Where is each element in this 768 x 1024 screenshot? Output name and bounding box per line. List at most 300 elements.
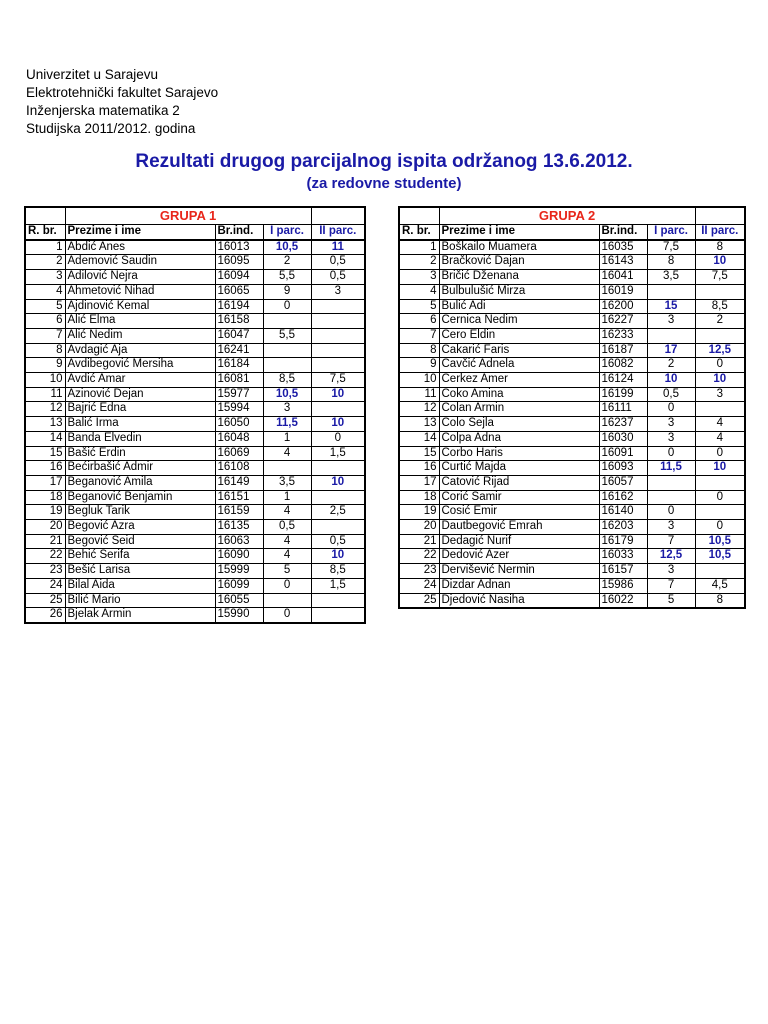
index-number: 16030: [599, 431, 647, 446]
score-p1: 10,5: [263, 387, 311, 402]
score-p1: 11,5: [263, 417, 311, 432]
score-p2: [695, 328, 745, 343]
table-row: [399, 431, 745, 446]
row-number: 11: [25, 387, 65, 402]
score-p1: 2: [647, 358, 695, 373]
index-number: 16187: [599, 343, 647, 358]
table-row: [399, 520, 745, 535]
index-number: 16093: [599, 461, 647, 476]
row-number: 18: [399, 490, 439, 505]
row-number: 25: [399, 593, 439, 608]
index-number: 16108: [215, 461, 263, 476]
col-header-name: Prezime i ime: [439, 225, 599, 240]
header-university: Univerzitet u Sarajevu: [26, 67, 159, 82]
score-p2: 1,5: [311, 446, 365, 461]
index-number: 16184: [215, 358, 263, 373]
col-header-p2: II parc.: [695, 225, 745, 240]
student-name: Cero Eldin: [439, 328, 599, 343]
student-name: Colo Sejla: [439, 417, 599, 432]
table-row: [25, 534, 365, 549]
score-p1: 3: [647, 520, 695, 535]
index-number: 16124: [599, 373, 647, 388]
group-title: GRUPA 2: [439, 207, 695, 225]
score-p1: 7: [647, 578, 695, 593]
group-1-table: [24, 206, 366, 624]
score-p1: 5: [263, 564, 311, 579]
index-number: 16135: [215, 520, 263, 535]
student-name: Cakarić Faris: [439, 343, 599, 358]
score-p2: 10: [311, 549, 365, 564]
student-name: Adilović Nejra: [65, 270, 215, 285]
score-p2: 8: [695, 240, 745, 255]
score-p2: 10: [311, 475, 365, 490]
score-p2: 10: [695, 461, 745, 476]
index-number: 15986: [599, 578, 647, 593]
index-number: 15990: [215, 608, 263, 623]
score-p1: 7: [647, 534, 695, 549]
group-title: GRUPA 1: [65, 207, 311, 225]
table-row: [25, 564, 365, 579]
table-row: [399, 299, 745, 314]
index-number: 16179: [599, 534, 647, 549]
row-number: 3: [25, 270, 65, 285]
score-p1: 8,5: [263, 373, 311, 388]
score-p1: [647, 475, 695, 490]
score-p1: 3: [647, 314, 695, 329]
score-p2: [311, 314, 365, 329]
table-row: [399, 358, 745, 373]
score-p1: 9: [263, 284, 311, 299]
score-p2: 0: [311, 431, 365, 446]
row-number: 8: [25, 343, 65, 358]
row-number: 7: [399, 328, 439, 343]
row-number: 15: [25, 446, 65, 461]
student-name: Ahmetović Nihad: [65, 284, 215, 299]
row-number: 4: [25, 284, 65, 299]
row-number: 16: [399, 461, 439, 476]
table-row: [399, 240, 745, 255]
score-p1: [647, 284, 695, 299]
score-p1: [263, 461, 311, 476]
table-row: [399, 490, 745, 505]
score-p1: [647, 328, 695, 343]
row-number: 3: [399, 270, 439, 285]
score-p2: 3: [311, 284, 365, 299]
score-p2: [695, 284, 745, 299]
table-row: [399, 446, 745, 461]
faculty-header: [26, 66, 218, 138]
student-name: Bilal Aida: [65, 578, 215, 593]
col-header-rbr: R. br.: [25, 225, 65, 240]
row-number: 20: [399, 520, 439, 535]
index-number: 16013: [215, 240, 263, 255]
index-number: 16199: [599, 387, 647, 402]
score-p1: 0: [263, 578, 311, 593]
row-number: 2: [399, 255, 439, 270]
row-number: 13: [399, 417, 439, 432]
score-p2: [311, 593, 365, 608]
table-row: [25, 505, 365, 520]
col-header-name: Prezime i ime: [65, 225, 215, 240]
student-name: Dedagić Nurif: [439, 534, 599, 549]
row-number: 17: [25, 475, 65, 490]
student-name: Avdagić Aja: [65, 343, 215, 358]
score-p2: 10: [695, 255, 745, 270]
score-p1: 7,5: [647, 240, 695, 255]
student-name: Alić Elma: [65, 314, 215, 329]
row-number: 10: [25, 373, 65, 388]
index-number: 16035: [599, 240, 647, 255]
score-p2: [695, 564, 745, 579]
score-p2: [695, 402, 745, 417]
student-name: Cosić Emir: [439, 505, 599, 520]
score-p1: 12,5: [647, 549, 695, 564]
score-p2: 0: [695, 490, 745, 505]
row-number: 14: [25, 431, 65, 446]
score-p1: 0: [647, 446, 695, 461]
col-header-rbr: R. br.: [399, 225, 439, 240]
table-row: [399, 475, 745, 490]
score-p1: 0: [647, 402, 695, 417]
score-p1: 10,5: [263, 240, 311, 255]
row-number: 20: [25, 520, 65, 535]
score-p1: 15: [647, 299, 695, 314]
student-name: Corić Samir: [439, 490, 599, 505]
index-number: 16055: [215, 593, 263, 608]
group-2-table: [398, 206, 746, 609]
row-number: 26: [25, 608, 65, 623]
index-number: 16203: [599, 520, 647, 535]
index-number: 16094: [215, 270, 263, 285]
index-number: 16162: [599, 490, 647, 505]
row-number: 9: [25, 358, 65, 373]
score-p2: 4: [695, 431, 745, 446]
table-row: [25, 343, 365, 358]
index-number: 16047: [215, 328, 263, 343]
score-p1: [263, 358, 311, 373]
index-number: 16233: [599, 328, 647, 343]
table-row: [25, 328, 365, 343]
student-name: Begović Seid: [65, 534, 215, 549]
table-row: [25, 240, 365, 255]
student-name: Beganović Benjamin: [65, 490, 215, 505]
table-row: [25, 431, 365, 446]
row-number: 19: [25, 505, 65, 520]
table-row: [25, 549, 365, 564]
page-subtitle: (za redovne studente): [306, 175, 462, 192]
score-p2: 7,5: [695, 270, 745, 285]
index-number: 15977: [215, 387, 263, 402]
score-p2: [311, 328, 365, 343]
row-number: 4: [399, 284, 439, 299]
table-row: [399, 417, 745, 432]
score-p1: 10: [647, 373, 695, 388]
student-name: Avdić Amar: [65, 373, 215, 388]
table-row: [399, 461, 745, 476]
table-row: [399, 564, 745, 579]
student-name: Dizdar Adnan: [439, 578, 599, 593]
student-name: Bulić Adi: [439, 299, 599, 314]
score-p1: 0: [263, 608, 311, 623]
score-p2: [695, 475, 745, 490]
student-name: Bričić Dženana: [439, 270, 599, 285]
table-row: [25, 578, 365, 593]
row-number: 22: [399, 549, 439, 564]
score-p1: 4: [263, 505, 311, 520]
index-number: 16140: [599, 505, 647, 520]
row-number: 6: [25, 314, 65, 329]
score-p1: 5,5: [263, 270, 311, 285]
row-number: 12: [25, 402, 65, 417]
index-number: 16065: [215, 284, 263, 299]
score-p1: [263, 593, 311, 608]
row-number: 5: [399, 299, 439, 314]
score-p1: 11,5: [647, 461, 695, 476]
row-number: 21: [25, 534, 65, 549]
score-p1: [647, 490, 695, 505]
student-name: Coko Amina: [439, 387, 599, 402]
score-p2: 0,5: [311, 534, 365, 549]
student-name: Begović Azra: [65, 520, 215, 535]
table-row: [25, 490, 365, 505]
table-row: [25, 373, 365, 388]
score-p1: 3: [647, 564, 695, 579]
score-p2: [695, 505, 745, 520]
score-p2: 11: [311, 240, 365, 255]
student-name: Bašić Erdin: [65, 446, 215, 461]
index-number: 16143: [599, 255, 647, 270]
score-p2: 10: [311, 387, 365, 402]
row-number: 24: [25, 578, 65, 593]
index-number: 16159: [215, 505, 263, 520]
student-name: Colan Armin: [439, 402, 599, 417]
score-p2: 4,5: [695, 578, 745, 593]
header-course: Inženjerska matematika 2: [26, 103, 180, 118]
table-row: [25, 387, 365, 402]
index-number: 16050: [215, 417, 263, 432]
col-header-p1: I parc.: [263, 225, 311, 240]
index-number: 16048: [215, 431, 263, 446]
score-p1: 8: [647, 255, 695, 270]
score-p2: 10,5: [695, 534, 745, 549]
score-p1: 3: [647, 431, 695, 446]
table-row: [399, 373, 745, 388]
student-name: Avdibegović Mersiha: [65, 358, 215, 373]
index-number: 16099: [215, 578, 263, 593]
row-number: 11: [399, 387, 439, 402]
student-name: Azinović Dejan: [65, 387, 215, 402]
index-number: 16241: [215, 343, 263, 358]
score-p2: [311, 358, 365, 373]
row-number: 21: [399, 534, 439, 549]
student-name: Corbo Haris: [439, 446, 599, 461]
student-name: Cavčić Adnela: [439, 358, 599, 373]
score-p2: 8: [695, 593, 745, 608]
score-p1: 0,5: [647, 387, 695, 402]
score-p2: [311, 520, 365, 535]
index-number: 16151: [215, 490, 263, 505]
student-name: Bajrić Edna: [65, 402, 215, 417]
index-number: 16227: [599, 314, 647, 329]
table-row: [25, 608, 365, 623]
table-row: [399, 387, 745, 402]
header-faculty: Elektrotehnički fakultet Sarajevo: [26, 85, 219, 100]
table-row: [399, 549, 745, 564]
table-row: [25, 475, 365, 490]
student-name: Bešić Larisa: [65, 564, 215, 579]
score-p2: 8,5: [695, 299, 745, 314]
table-row: [399, 328, 745, 343]
index-number: 16237: [599, 417, 647, 432]
score-p1: 4: [263, 446, 311, 461]
table-row: [399, 402, 745, 417]
row-number: 25: [25, 593, 65, 608]
score-p2: 7,5: [311, 373, 365, 388]
score-p2: 10,5: [695, 549, 745, 564]
score-p1: [263, 314, 311, 329]
student-name: Banda Elvedin: [65, 431, 215, 446]
row-number: 12: [399, 402, 439, 417]
score-p1: 1: [263, 490, 311, 505]
row-number: 7: [25, 328, 65, 343]
index-number: 16069: [215, 446, 263, 461]
table-row: [399, 270, 745, 285]
score-p2: 1,5: [311, 578, 365, 593]
score-p2: 0: [695, 358, 745, 373]
index-number: 16158: [215, 314, 263, 329]
row-number: 16: [25, 461, 65, 476]
student-name: Behić Šerifa: [65, 549, 215, 564]
table-row: [25, 284, 365, 299]
index-number: 15999: [215, 564, 263, 579]
score-p2: 10: [695, 373, 745, 388]
table-row: [25, 314, 365, 329]
header-academic-year: Studijska 2011/2012. godina: [26, 121, 196, 136]
row-number: 6: [399, 314, 439, 329]
score-p1: 3: [647, 417, 695, 432]
score-p2: 8,5: [311, 564, 365, 579]
score-p1: 3,5: [647, 270, 695, 285]
student-name: Curtić Majda: [439, 461, 599, 476]
index-number: 16095: [215, 255, 263, 270]
index-number: 16091: [599, 446, 647, 461]
score-p1: 0: [647, 505, 695, 520]
row-number: 10: [399, 373, 439, 388]
index-number: 16200: [599, 299, 647, 314]
row-number: 23: [399, 564, 439, 579]
table-row: [399, 314, 745, 329]
table-row: [399, 534, 745, 549]
student-name: Cerkez Amer: [439, 373, 599, 388]
score-p2: 2: [695, 314, 745, 329]
student-name: Beganović Amila: [65, 475, 215, 490]
index-number: 16111: [599, 402, 647, 417]
index-number: 16157: [599, 564, 647, 579]
index-number: 16022: [599, 593, 647, 608]
student-name: Catović Rijad: [439, 475, 599, 490]
score-p2: 0: [695, 446, 745, 461]
score-p1: 5: [647, 593, 695, 608]
table-row: [25, 520, 365, 535]
student-name: Bračković Dajan: [439, 255, 599, 270]
score-p2: 0,5: [311, 255, 365, 270]
row-number: 13: [25, 417, 65, 432]
score-p2: [311, 461, 365, 476]
table-row: [25, 461, 365, 476]
score-p2: [311, 343, 365, 358]
student-name: Bulbulušić Mirza: [439, 284, 599, 299]
score-p1: [263, 343, 311, 358]
page-title: Rezultati drugog parcijalnog ispita održanog 13.6.2012.: [135, 151, 633, 172]
table-row: [25, 446, 365, 461]
col-header-index: Br.ind.: [599, 225, 647, 240]
row-number: 5: [25, 299, 65, 314]
student-name: Bjelak Armin: [65, 608, 215, 623]
row-number: 15: [399, 446, 439, 461]
score-p2: [311, 490, 365, 505]
table-row: [399, 578, 745, 593]
student-name: Dautbegović Emrah: [439, 520, 599, 535]
index-number: 16090: [215, 549, 263, 564]
student-name: Ademović Saudin: [65, 255, 215, 270]
table-row: [399, 343, 745, 358]
index-number: 16082: [599, 358, 647, 373]
col-header-p1: I parc.: [647, 225, 695, 240]
table-row: [25, 255, 365, 270]
row-number: 22: [25, 549, 65, 564]
table-row: [399, 593, 745, 608]
score-p2: 0: [695, 520, 745, 535]
student-name: Balić Irma: [65, 417, 215, 432]
student-name: Bilić Mario: [65, 593, 215, 608]
score-p1: 3,5: [263, 475, 311, 490]
table-row: [25, 593, 365, 608]
student-name: Begluk Tarik: [65, 505, 215, 520]
student-name: Ajdinović Kemal: [65, 299, 215, 314]
table-row: [399, 255, 745, 270]
table-row: [399, 284, 745, 299]
score-p2: 4: [695, 417, 745, 432]
index-number: 16063: [215, 534, 263, 549]
score-p2: 3: [695, 387, 745, 402]
table-row: [25, 358, 365, 373]
index-number: 16019: [599, 284, 647, 299]
row-number: 8: [399, 343, 439, 358]
student-name: Alić Nedim: [65, 328, 215, 343]
score-p2: [311, 299, 365, 314]
row-number: 17: [399, 475, 439, 490]
table-row: [25, 402, 365, 417]
score-p2: [311, 608, 365, 623]
col-header-index: Br.ind.: [215, 225, 263, 240]
student-name: Dervišević Nermin: [439, 564, 599, 579]
score-p2: 10: [311, 417, 365, 432]
table-row: [25, 417, 365, 432]
student-name: Djedović Nasiha: [439, 593, 599, 608]
row-number: 2: [25, 255, 65, 270]
table-row: [25, 270, 365, 285]
index-number: 16081: [215, 373, 263, 388]
row-number: 14: [399, 431, 439, 446]
index-number: 16057: [599, 475, 647, 490]
row-number: 1: [399, 240, 439, 255]
student-name: Dedović Azer: [439, 549, 599, 564]
index-number: 16033: [599, 549, 647, 564]
score-p1: 2: [263, 255, 311, 270]
score-p1: 3: [263, 402, 311, 417]
score-p1: 4: [263, 534, 311, 549]
index-number: 16041: [599, 270, 647, 285]
